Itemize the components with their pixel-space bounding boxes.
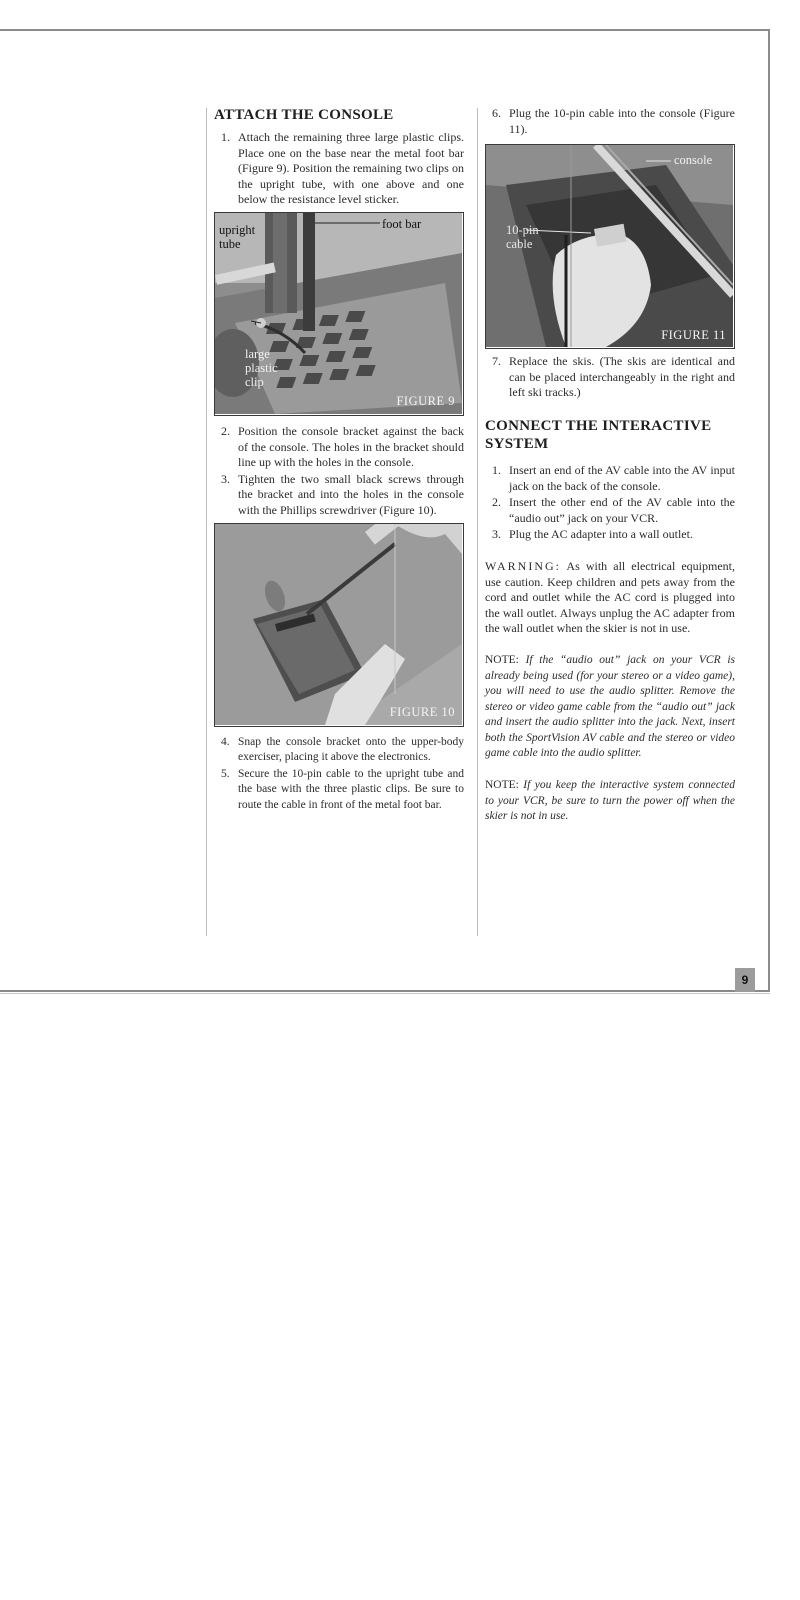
- column-rule-left: [206, 108, 207, 936]
- warning-text: As with all electrical equipment, use caution. Keep children and pets away from the cord and outlet while the AC cord is plugged into the wall outlet. Always unplug the AC adapter from the wall outlet when the skier is not in use.: [485, 558, 736, 636]
- step-7: [485, 354, 735, 401]
- figure-11: [485, 144, 735, 349]
- connect-steps: [485, 463, 735, 543]
- note-label: NOTE:: [485, 653, 519, 666]
- figure-10-label: FIGURE 10: [389, 704, 455, 719]
- step-number: 2.: [492, 495, 501, 510]
- figure-11-callout-console: console: [674, 153, 713, 168]
- step-number: 2.: [221, 423, 230, 438]
- step-5: [214, 767, 464, 814]
- warning-label: WARNING:: [485, 558, 561, 573]
- page-number-badge: 9: [735, 968, 755, 992]
- warning-paragraph: [485, 559, 735, 637]
- step-1: [214, 130, 464, 208]
- step-number: 5.: [221, 767, 230, 780]
- step-text: Tighten the two small black screws through the bracket and into the holes in the console with the Phillips screwdriver (Figure 10).: [238, 471, 464, 517]
- note-paragraph-2: [485, 778, 735, 825]
- figure-11-label: FIGURE 11: [661, 327, 726, 342]
- column-rule-right: [477, 108, 478, 936]
- step-text: Snap the console bracket onto the upper-body exerciser, placing it above the electronics.: [238, 735, 464, 764]
- step-number: 3.: [492, 527, 501, 542]
- figure-9-callout-foot-bar: foot bar: [382, 216, 422, 231]
- figure-9-label: FIGURE 9: [396, 394, 455, 409]
- step-text: Insert the other end of the AV cable into the “audio out” jack on your VCR.: [509, 495, 735, 525]
- figure-9-callout-large-plastic-clip: large plastic clip: [245, 346, 278, 389]
- step-text: Plug the AC adapter into a wall outlet.: [509, 527, 693, 542]
- step-6: [485, 106, 735, 137]
- step-text: Replace the skis. (The skis are identical and can be placed interchangeably in the right and left ski tracks.): [509, 354, 735, 400]
- step-number: 1.: [221, 130, 230, 144]
- note-text: If you keep the interactive system connected to your VCR, be sure to turn the power off when the skier is not in use.: [485, 779, 735, 823]
- step-3: [214, 472, 464, 519]
- step-number: 1.: [492, 462, 501, 477]
- connect-step-2: [485, 495, 735, 526]
- note-paragraph-1: [485, 653, 735, 762]
- step-number: 3.: [221, 471, 230, 486]
- figure-10: [214, 523, 464, 727]
- step-number: 4.: [221, 735, 230, 748]
- attach-steps-b: [214, 424, 464, 519]
- left-column: [214, 106, 464, 815]
- step-text: Position the console bracket against the back of the console. The holes in the bracket should line up with the holes in the console.: [238, 423, 464, 470]
- step-2: [214, 424, 464, 471]
- attach-steps-e: [485, 354, 735, 401]
- section-heading-connect-interactive: CONNECT THE INTERACTIVE SYSTEM: [485, 417, 712, 452]
- attach-steps-d: [485, 106, 735, 137]
- step-text: Secure the 10-pin cable to the upright tube and the base with the three plastic clips. Be sure to route the cable in front of the metal foot bar.: [238, 767, 464, 811]
- step-4: [214, 735, 464, 766]
- section-heading-attach-console: ATTACH THE CONSOLE: [214, 107, 394, 123]
- attach-steps-a: [214, 130, 464, 208]
- step-text: Attach the remaining three large plastic clips. Place one on the base near the metal foot bar (Figure 9). Position the remaining two clips on the upright tube, with one above and one below the resistance level sticker.: [238, 130, 464, 207]
- step-text: Plug the 10-pin cable into the console (Figure 11).: [509, 106, 735, 136]
- figure-10-photo: [215, 524, 462, 725]
- figure-11-callout-10pin-cable: 10-pin cable: [506, 223, 539, 252]
- figure-9: [214, 212, 464, 416]
- note-text: If the “audio out” jack on your VCR is already being used (for your stereo or a video game), you will need to use the audio splitter. Remove the stereo or video game cable from the “audio out” jack and insert the audio splitter into the jack. Next, insert both the SportVision AV cable and the stereo or video game cable into the audio splitter.: [485, 653, 735, 760]
- attach-steps-c: [214, 735, 464, 814]
- step-text: Insert an end of the AV cable into the AV input jack on the back of the console.: [509, 462, 735, 493]
- step-number: 7.: [492, 354, 501, 369]
- note-label: NOTE:: [485, 779, 519, 792]
- right-column: [485, 106, 735, 825]
- connect-step-1: [485, 463, 735, 494]
- connect-step-3: [485, 527, 735, 543]
- step-number: 6.: [492, 106, 501, 120]
- figure-9-callout-upright-tube: upright tube: [219, 222, 256, 251]
